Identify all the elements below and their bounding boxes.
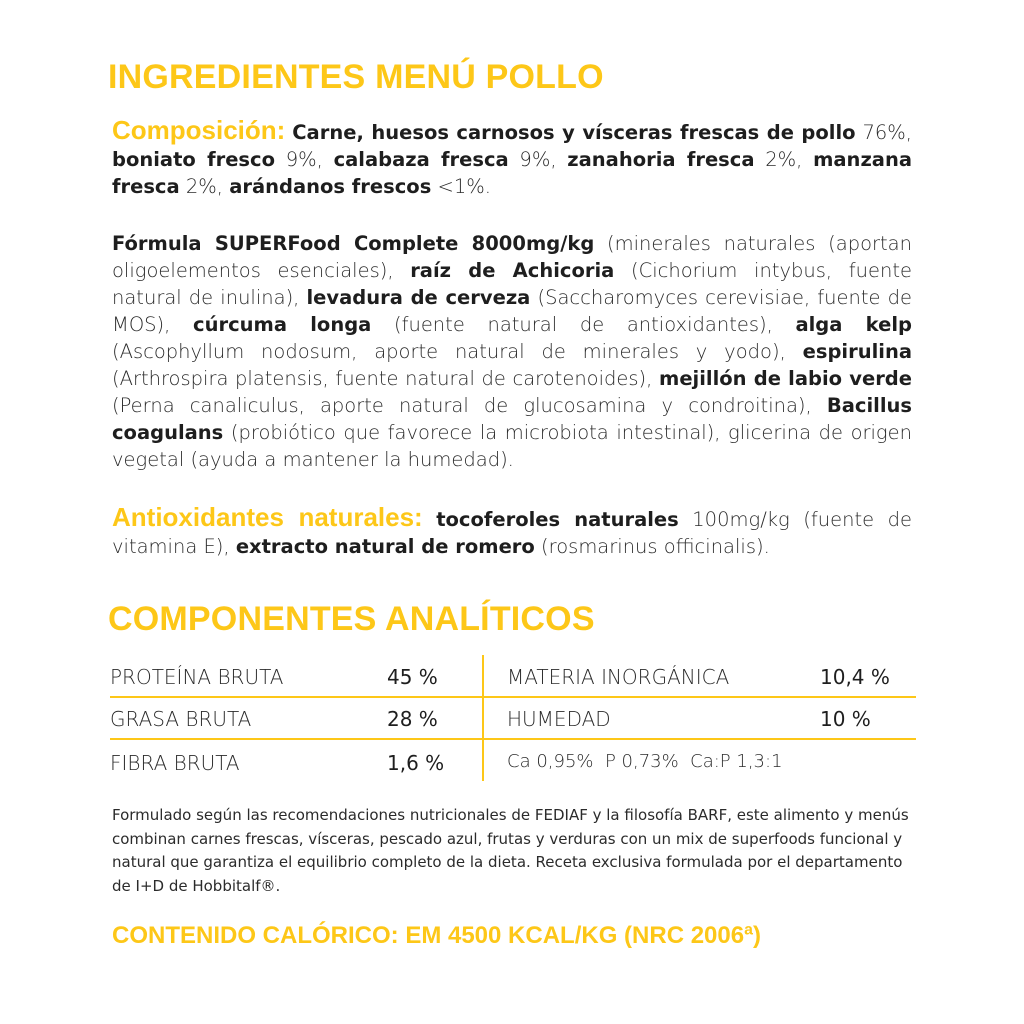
antioxidant-text: 100mg/kg (fuente de vitamina E),	[112, 508, 912, 558]
formula-paragraph	[112, 230, 912, 473]
antioxidant-name: tocoferoles naturales	[436, 508, 679, 531]
row-divider	[110, 738, 916, 740]
formula-name: Bacillus coagulans	[112, 394, 912, 444]
antioxidant-text: (rosmarinus officinalis).	[534, 535, 770, 558]
humedad-value: 10 %	[820, 707, 871, 731]
ingredient-pct: 76%,	[855, 121, 913, 144]
analytics-table	[110, 655, 916, 780]
formula-name: alga kelp	[795, 313, 912, 336]
ingredient-name: arándanos frescos	[229, 175, 432, 198]
ingredient-pct: 2%,	[754, 148, 803, 171]
formula-text: (Arthrospira platensis, fuente natural de carotenoides),	[112, 367, 659, 390]
composition-label: Composición:	[112, 115, 286, 145]
formula-text: (fuente natural de antioxidantes),	[371, 313, 796, 336]
materia-value: 10,4 %	[820, 665, 890, 689]
composition-paragraph	[112, 117, 912, 200]
formula-text: (Cichorium intybus, fuente natural de inulina),	[112, 259, 912, 309]
formula-name: cúrcuma longa	[193, 313, 372, 336]
ingredients-title: INGREDIENTES MENÚ POLLO	[108, 58, 604, 96]
row-divider	[110, 696, 916, 698]
formula-name: Fórmula SUPERFood Complete 8000mg/kg	[112, 232, 595, 255]
formula-name: mejillón de labio verde	[659, 367, 912, 390]
antioxidants-paragraph	[112, 504, 912, 560]
proteina-value: 45 %	[387, 665, 438, 689]
ingredient-pct: 2%,	[179, 175, 223, 198]
grasa-value: 28 %	[387, 707, 438, 731]
fibra-value: 1,6 %	[387, 751, 445, 775]
proteina-label: PROTEÍNA BRUTA	[110, 665, 284, 689]
ingredient-name: Carne, huesos carnosos y vísceras frescas de pollo	[292, 121, 856, 144]
formula-text: (probiótico que favorece la microbiota intestinal), glicerina de origen vegetal (ayuda a mantener la humedad).	[112, 421, 912, 471]
formula-text: (Saccharomyces cerevisiae, fuente de MOS),	[112, 286, 912, 336]
formula-name: espirulina	[802, 340, 912, 363]
ingredient-pct: 9%,	[508, 148, 557, 171]
formula-text: (Perna canaliculus, aporte natural de glucosamina y condroitina),	[112, 394, 827, 417]
ingredient-pct: <1%.	[431, 175, 491, 198]
formula-text: (minerales naturales (aportan oligoelementos esenciales),	[112, 232, 912, 282]
formula-name: levadura de cerveza	[306, 286, 531, 309]
grasa-label: GRASA BRUTA	[110, 707, 252, 731]
ingredient-name: manzana fresca	[112, 148, 912, 198]
materia-label: MATERIA INORGÁNICA	[507, 665, 730, 689]
antioxidant-name: extracto natural de romero	[235, 535, 535, 558]
ingredient-name: calabaza fresca	[333, 148, 509, 171]
formula-text: (Ascophyllum nodosum, aporte natural de minerales y yodo),	[112, 340, 803, 363]
ingredient-name: boniato fresco	[112, 148, 275, 171]
formulation-note: Formulado según las recomendaciones nutricionales de FEDIAF y la filosofía BARF, este alimento y menús combinan carnes frescas, vísceras, pescado azul, frutas y verduras con un mix de superfoods funcional y natural que garantiza el equilibrio completo de la dieta. Receta exclusiva formulada por el departamento de I+D de Hobbitalf®.	[112, 806, 909, 895]
caloric-content: CONTENIDO CALÓRICO: EM 4500 KCAL/KG (NRC 2006ª)	[112, 922, 761, 949]
antioxidants-label: Antioxidantes naturales:	[112, 502, 423, 532]
minerals-line: Ca 0,95% P 0,73% Ca:P 1,3:1	[507, 751, 783, 772]
ingredient-pct: 9%,	[275, 148, 323, 171]
components-title: COMPONENTES ANALÍTICOS	[108, 600, 595, 638]
column-divider	[482, 655, 484, 781]
formula-name: raíz de Achicoria	[410, 259, 615, 282]
humedad-label: HUMEDAD	[507, 707, 611, 731]
ingredient-name: zanahoria fresca	[567, 148, 755, 171]
fibra-label: FIBRA BRUTA	[110, 751, 240, 775]
